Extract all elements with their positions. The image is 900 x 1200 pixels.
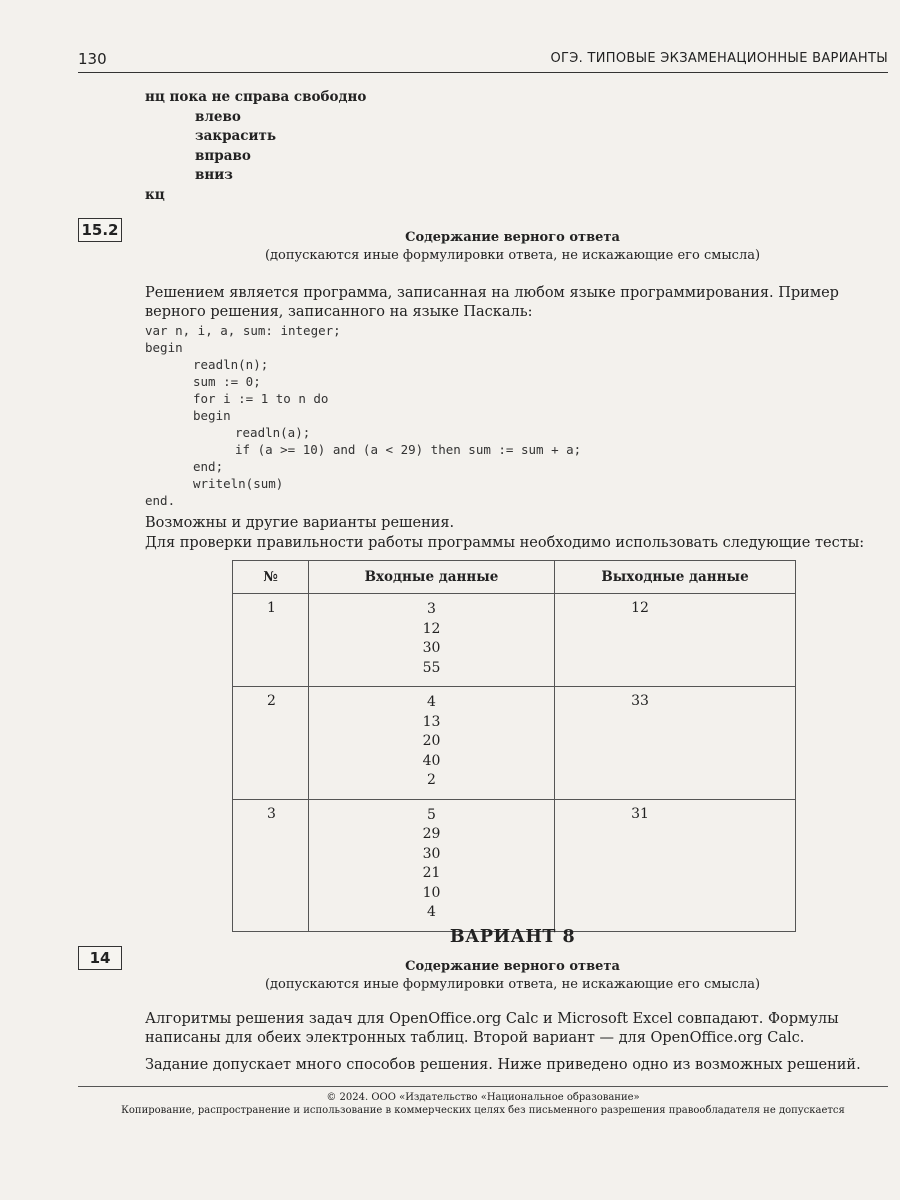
running-title: ОГЭ. ТИПОВЫЕ ЭКЗАМЕНАЦИОННЫЕ ВАРИАНТЫ <box>550 51 888 66</box>
input-value: 55 <box>422 659 441 676</box>
answer-heading-title: Содержание верного ответа <box>405 959 620 974</box>
answer-heading-note: (допускаются иные формулировки ответа, не искажающие его смысла) <box>264 977 761 992</box>
test-table <box>232 560 796 932</box>
code-line: readln(n); <box>193 357 269 372</box>
solution-intro-line: верного решения, записанного на языке Паскаль: <box>145 304 533 320</box>
variant-title: ВАРИАНТ 8 <box>449 927 576 947</box>
paragraph-line: Алгоритмы решения задач для OpenOffice.org Calc и Microsoft Excel совпадают. Формулы <box>145 1011 839 1027</box>
task-number-badge: 14 <box>78 946 122 970</box>
page-header <box>78 50 888 73</box>
test-number-cell: 1 <box>233 594 309 687</box>
code-line: readln(a); <box>235 425 311 440</box>
answer-heading <box>140 229 885 265</box>
test-input-cell <box>309 687 555 800</box>
column-header-output: Выходные данные <box>555 561 796 594</box>
algorithm-line: влево <box>195 108 241 125</box>
code-line: for i := 1 to n do <box>193 391 329 406</box>
solution-intro-line: Решением является программа, записанная на любом языке программирования. Пример <box>145 285 839 301</box>
input-value: 4 <box>427 904 436 920</box>
input-value: 20 <box>422 733 441 749</box>
algorithm-line: закрасить <box>195 128 277 144</box>
solution-intro <box>145 284 885 322</box>
paragraph-line: написаны для обеих электронных таблиц. Второй вариант — для OpenOffice.org Calc. <box>145 1030 805 1046</box>
tests-intro-text: Для проверки правильности работы программы необходимо использовать следующие тесты: <box>145 535 865 551</box>
answer-heading-title: Содержание верного ответа <box>405 230 620 245</box>
input-value: 12 <box>422 620 441 637</box>
input-value: 21 <box>422 865 441 881</box>
variant8-paragraph-2: Задание допускает много способов решения. Ниже приведено одно из возможных решений. <box>145 1057 861 1073</box>
code-line: begin <box>145 340 183 355</box>
input-value: 10 <box>422 884 441 901</box>
code-line: writeln(sum) <box>193 476 284 491</box>
variant8-paragraph <box>145 1010 885 1048</box>
input-value: 2 <box>427 772 436 788</box>
algorithm-line: вправо <box>195 147 251 164</box>
table-row <box>233 594 796 687</box>
test-output-cell: 31 <box>555 799 796 931</box>
footer-notice: Копирование, распространение и использование в коммерческих целях без письменного разрешения правообладателя не допускается <box>121 1105 845 1116</box>
input-value: 3 <box>427 601 436 617</box>
table-row <box>233 687 796 800</box>
algorithm-line: вниз <box>195 167 233 183</box>
algorithm-block <box>145 88 366 205</box>
code-line: sum := 0; <box>193 374 261 389</box>
test-number-cell: 2 <box>233 687 309 800</box>
answer-heading <box>140 958 885 994</box>
algorithm-loop-start: нц пока не справа свободно <box>145 89 367 105</box>
input-value: 13 <box>422 713 441 730</box>
code-line: begin <box>193 408 231 423</box>
page-footer <box>78 1086 888 1117</box>
task-number-badge: 15.2 <box>78 218 122 242</box>
code-line: end. <box>145 493 176 508</box>
input-value: 29 <box>422 826 441 842</box>
input-value: 5 <box>427 806 436 823</box>
test-input-cell <box>309 594 555 687</box>
other-variants-text: Возможны и другие варианты решения. <box>145 515 455 531</box>
answer-heading-note: (допускаются иные формулировки ответа, не искажающие его смысла) <box>264 248 761 263</box>
footer-copyright: © 2024. ООО «Издательство «Национальное образование» <box>326 1092 640 1103</box>
table-row <box>233 799 796 931</box>
algorithm-loop-end: кц <box>145 186 165 203</box>
input-value: 30 <box>422 640 441 656</box>
code-line: var n, i, a, sum: integer; <box>145 323 341 338</box>
test-number-cell: 3 <box>233 799 309 931</box>
column-header-number: № <box>233 561 309 594</box>
test-output-cell: 12 <box>555 594 796 687</box>
table-header-row <box>233 561 796 594</box>
pascal-code-block <box>145 322 581 509</box>
input-value: 4 <box>427 694 436 710</box>
code-line: end; <box>193 459 224 474</box>
input-value: 30 <box>422 845 441 862</box>
test-input-cell <box>309 799 555 931</box>
page-number: 130 <box>78 50 107 68</box>
input-value: 40 <box>422 752 441 769</box>
column-header-input: Входные данные <box>309 561 555 594</box>
test-output-cell: 33 <box>555 687 796 800</box>
code-line: if (a >= 10) and (a < 29) then sum := sum + a; <box>235 442 582 457</box>
